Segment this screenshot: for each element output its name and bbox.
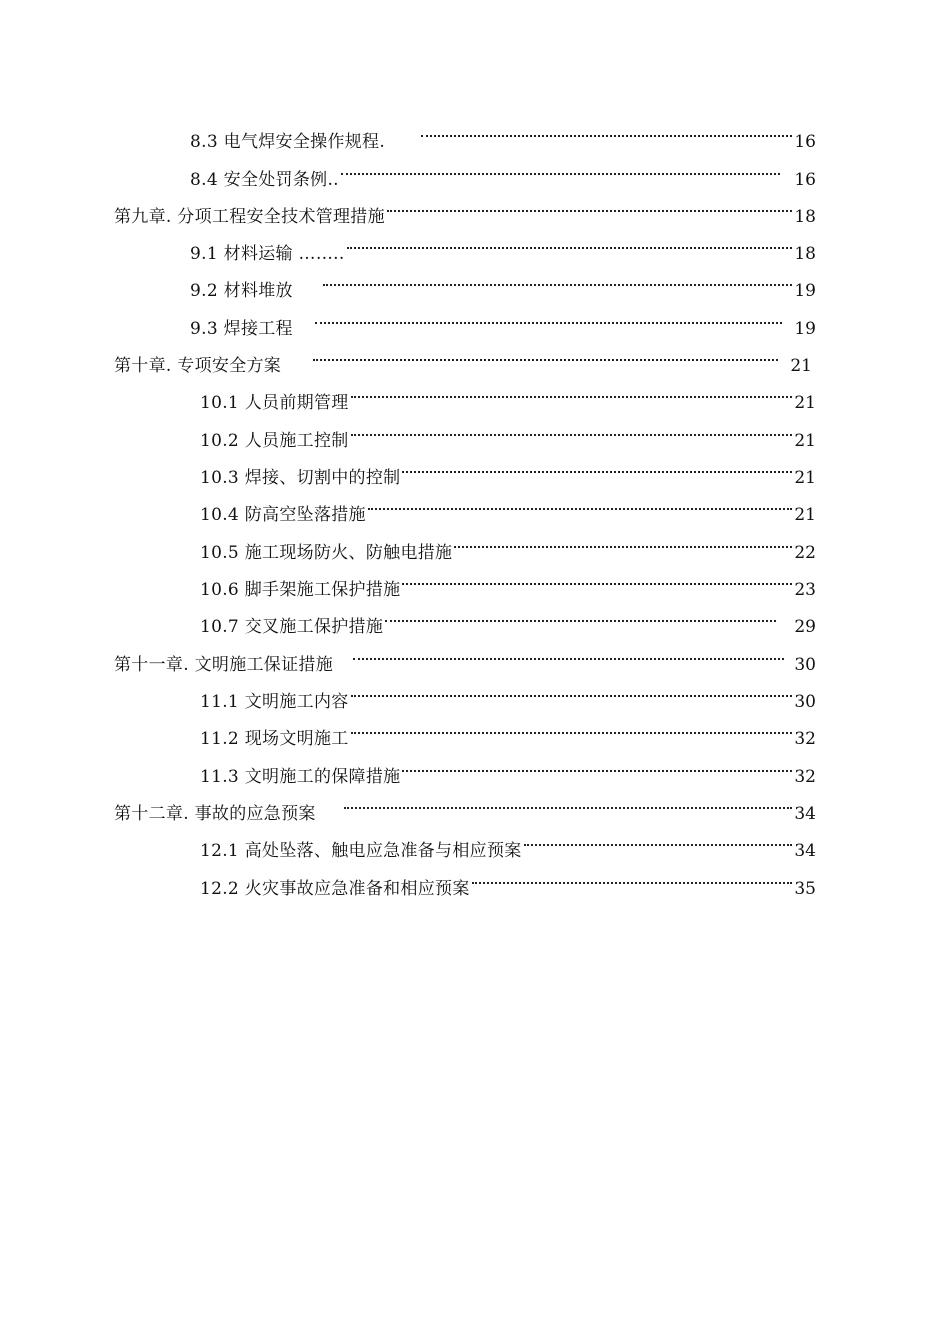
toc-entry-page: 34 <box>794 804 816 824</box>
toc-entry[interactable] <box>200 416 816 451</box>
toc-entry-page: 32 <box>794 729 816 749</box>
toc-entry[interactable] <box>200 453 816 488</box>
toc-entry-title: 9.2 材料堆放 <box>190 281 293 301</box>
toc-entry-page: 30 <box>794 692 816 712</box>
toc-entry[interactable] <box>200 752 816 787</box>
toc-entry-title: 12.1 高处坠落、触电应急准备与相应预案 <box>200 841 522 861</box>
toc-entry-title: 10.1 人员前期管理 <box>200 393 349 413</box>
toc-entry[interactable] <box>114 789 816 824</box>
toc-entry-title: 10.5 施工现场防火、防触电措施 <box>200 543 453 563</box>
toc-entry-page: 16 <box>794 132 816 152</box>
toc-dot-leader <box>353 640 784 670</box>
toc-dot-leader <box>421 117 792 147</box>
toc-entry[interactable] <box>200 714 816 749</box>
toc-dot-leader <box>347 229 793 259</box>
toc-entry-page: 23 <box>794 580 816 600</box>
toc-entry-page: 34 <box>794 841 816 861</box>
toc-dot-leader <box>472 864 793 894</box>
toc-entry-title: 10.3 焊接、切割中的控制 <box>200 468 401 488</box>
toc-entry[interactable] <box>200 864 816 899</box>
toc-entry-title: 10.7 交叉施工保护措施 <box>200 617 384 637</box>
toc-entry-page: 22 <box>794 543 816 563</box>
toc-dot-leader <box>387 192 792 222</box>
toc-entry-page: 32 <box>794 767 816 787</box>
toc-entry-page: 29 <box>794 617 816 637</box>
toc-dot-leader <box>402 752 792 782</box>
toc-entry-page: 21 <box>794 505 816 525</box>
toc-dot-leader <box>351 714 793 744</box>
toc-dot-leader <box>315 304 783 334</box>
toc-entry-page: 21 <box>794 468 816 488</box>
toc-entry-title: 9.3 焊接工程 <box>190 319 293 339</box>
toc-entry-page: 18 <box>794 207 816 227</box>
toc-entry-page: 21 <box>794 431 816 451</box>
toc-entry-title: 11.3 文明施工的保障措施 <box>200 767 401 787</box>
toc-dot-leader <box>402 453 792 483</box>
toc-entry-title: 8.3 电气焊安全操作规程. <box>190 132 386 152</box>
toc-entry[interactable] <box>200 826 816 861</box>
toc-entry[interactable] <box>200 378 816 413</box>
toc-entry-title: 第十章. 专项安全方案 <box>114 356 282 376</box>
toc-entry-title: 第九章. 分项工程安全技术管理措施 <box>114 207 385 227</box>
toc-entry-page: 18 <box>794 244 816 264</box>
toc-entry-title: 12.2 火灾事故应急准备和相应预案 <box>200 879 470 899</box>
toc-dot-leader <box>351 677 793 707</box>
toc-dot-leader <box>351 416 793 446</box>
toc-entry-page: 19 <box>794 281 816 301</box>
toc-entry-title: 第十一章. 文明施工保证措施 <box>114 655 334 675</box>
toc-entry-title: 11.1 文明施工内容 <box>200 692 349 712</box>
toc-entry[interactable] <box>200 677 816 712</box>
toc-entry[interactable] <box>200 602 816 637</box>
toc-dot-leader <box>351 378 793 408</box>
toc-entry-page: 21 <box>790 356 812 376</box>
toc-entry-page: 35 <box>794 879 816 899</box>
toc-entry[interactable] <box>190 304 816 339</box>
toc-entry[interactable] <box>200 528 816 563</box>
toc-dot-leader <box>402 565 792 595</box>
toc-entry-title: 11.2 现场文明施工 <box>200 729 349 749</box>
toc-entry[interactable] <box>190 155 816 190</box>
toc-dot-leader <box>341 155 781 185</box>
toc-entry[interactable] <box>190 229 816 264</box>
toc-entry-page: 16 <box>794 170 816 190</box>
toc-entry[interactable] <box>114 192 816 227</box>
toc-entry-page: 30 <box>794 655 816 675</box>
toc-entry[interactable] <box>190 266 816 301</box>
toc-dot-leader <box>344 789 793 819</box>
toc-entry-title: 8.4 安全处罚条例.. <box>190 170 339 190</box>
toc-dot-leader <box>313 341 778 371</box>
toc-entry[interactable] <box>114 640 816 675</box>
toc-dot-leader <box>323 266 793 296</box>
toc-entry-title: 10.2 人员施工控制 <box>200 431 349 451</box>
toc-entry[interactable] <box>200 490 816 525</box>
toc-dot-leader <box>524 826 793 856</box>
toc-entry[interactable] <box>114 341 816 376</box>
toc-entry-title: 10.4 防高空坠落措施 <box>200 505 366 525</box>
toc-entry-title: 第十二章. 事故的应急预案 <box>114 804 316 824</box>
toc-entry-page: 21 <box>794 393 816 413</box>
toc-entry[interactable] <box>190 117 816 152</box>
toc-entry[interactable] <box>200 565 816 600</box>
toc-entry-title: 10.6 脚手架施工保护措施 <box>200 580 401 600</box>
toc-dot-leader <box>368 490 793 520</box>
toc-entry-title: 9.1 材料运输 …….. <box>190 244 345 264</box>
toc-dot-leader <box>454 528 792 558</box>
toc-dot-leader <box>385 602 776 632</box>
toc-entry-page: 19 <box>794 319 816 339</box>
